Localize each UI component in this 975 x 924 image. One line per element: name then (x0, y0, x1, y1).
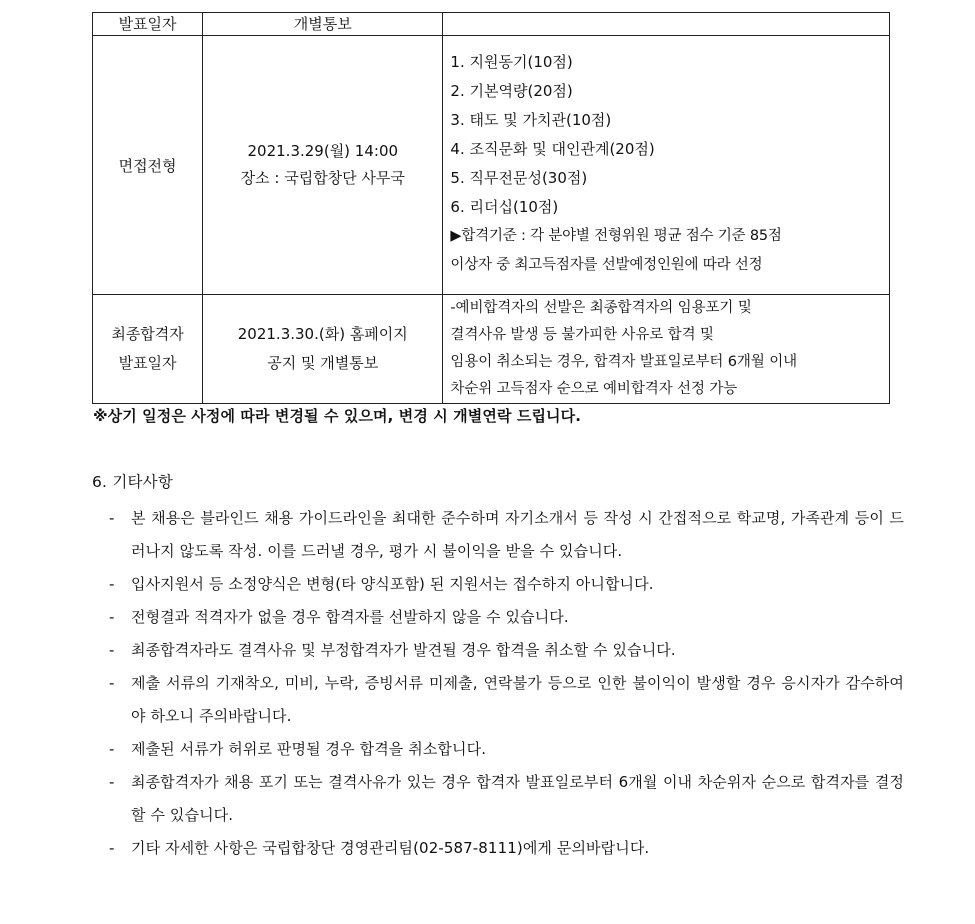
schedule-change-notice: ※상기 일정은 사정에 따라 변경될 수 있으며, 변경 시 개별연락 드립니다. (93, 407, 582, 425)
final-note-line: -예비합격자의 선발은 최종합격자의 임용포기 및 (450, 300, 752, 316)
table-row-final (93, 295, 890, 404)
criteria-item: 4. 조직문화 및 대인관계(20점) (450, 140, 655, 158)
final-label-line: 발표일자 (118, 354, 177, 372)
table-row-interview (93, 36, 890, 295)
interview-label: 면접전형 (93, 36, 203, 295)
table-header-row (93, 13, 890, 36)
final-note-line: 결격사유 발생 등 불가피한 사유로 합격 및 (450, 327, 714, 343)
final-date-line: 공지 및 개별통보 (267, 354, 379, 372)
final-date-line: 2021.3.30.(화) 홈페이지 (237, 325, 408, 343)
header-cell-empty (443, 13, 890, 36)
interview-place: 장소 : 국립합창단 사무국 (240, 169, 405, 187)
bullet-dash: - (109, 740, 115, 758)
list-item (104, 568, 904, 601)
list-item (104, 634, 904, 667)
criteria-item: 2. 기본역량(20점) (450, 82, 573, 100)
section-item-list (104, 502, 904, 865)
bullet-dash: - (109, 674, 115, 692)
list-item-text: 기타 자세한 사항은 국립합창단 경영관리팀(02-587-8111)에게 문의바랍니다. (131, 839, 650, 857)
list-item-text: 본 채용은 블라인드 채용 가이드라인을 최대한 준수하며 자기소개서 등 작성 시 간접적으로 학교명, 가족관계 등이 드러나지 않도록 작성. 이를 드러낼 경우, 평가 시 불이익을 받을 수 있습니다. (131, 509, 904, 560)
interview-criteria-cell (443, 36, 890, 295)
list-item-text: 입사지원서 등 소정양식은 변형(타 양식포함) 된 지원서는 접수하지 아니합니다. (131, 575, 654, 593)
list-item-text: 최종합격자가 채용 포기 또는 결격사유가 있는 경우 합격자 발표일로부터 6개월 이내 차순위자 순으로 합격자를 결정 할 수 있습니다. (131, 773, 904, 824)
pass-criteria-line: 이상자 중 최고득점자를 선발예정인원에 따라 선정 (450, 257, 763, 273)
section-title: 6. 기타사항 (92, 473, 174, 491)
final-note-line: 차순위 고득점자 순으로 예비합격자 선정 가능 (450, 381, 738, 397)
interview-datetime-cell (203, 36, 443, 295)
header-cell-notice: 개별통보 (203, 13, 443, 36)
schedule-table (92, 12, 890, 404)
list-item (104, 766, 904, 832)
criteria-item: 6. 리더십(10점) (450, 198, 559, 216)
list-item-text: 제출된 서류가 허위로 판명될 경우 합격을 취소합니다. (131, 740, 487, 758)
bullet-dash: - (109, 575, 115, 593)
criteria-item: 1. 지원동기(10점) (450, 53, 573, 71)
criteria-item: 5. 직무전문성(30점) (450, 169, 588, 187)
criteria-item: 3. 태도 및 가치관(10점) (450, 111, 612, 129)
bullet-dash: - (109, 509, 115, 527)
bullet-dash: - (109, 641, 115, 659)
final-note-cell (443, 295, 890, 404)
list-item-text: 전형결과 적격자가 없을 경우 합격자를 선발하지 않을 수 있습니다. (131, 608, 569, 626)
bullet-dash: - (109, 773, 115, 791)
list-item-text: 제출 서류의 기재착오, 미비, 누락, 증빙서류 미제출, 연락불가 등으로 인한 불이익이 발생할 경우 응시자가 감수하여야 하오니 주의바랍니다. (131, 674, 904, 725)
interview-datetime: 2021.3.29(월) 14:00 (247, 142, 399, 160)
list-item (104, 502, 904, 568)
bullet-dash: - (109, 608, 115, 626)
final-label-line: 최종합격자 (111, 325, 184, 343)
list-item-text: 최종합격자라도 결격사유 및 부정합격자가 발견될 경우 합격을 취소할 수 있습니다. (131, 641, 676, 659)
final-note-line: 임용이 취소되는 경우, 합격자 발표일로부터 6개월 이내 (450, 354, 798, 370)
list-item (104, 601, 904, 634)
final-label-cell (93, 295, 203, 404)
list-item (104, 832, 904, 865)
pass-criteria-line: ▶합격기준 : 각 분야별 전형위원 평균 점수 기준 85점 (450, 228, 782, 244)
list-item (104, 667, 904, 733)
final-date-cell (203, 295, 443, 404)
bullet-dash: - (109, 839, 115, 857)
list-item (104, 733, 904, 766)
header-cell-date: 발표일자 (93, 13, 203, 36)
